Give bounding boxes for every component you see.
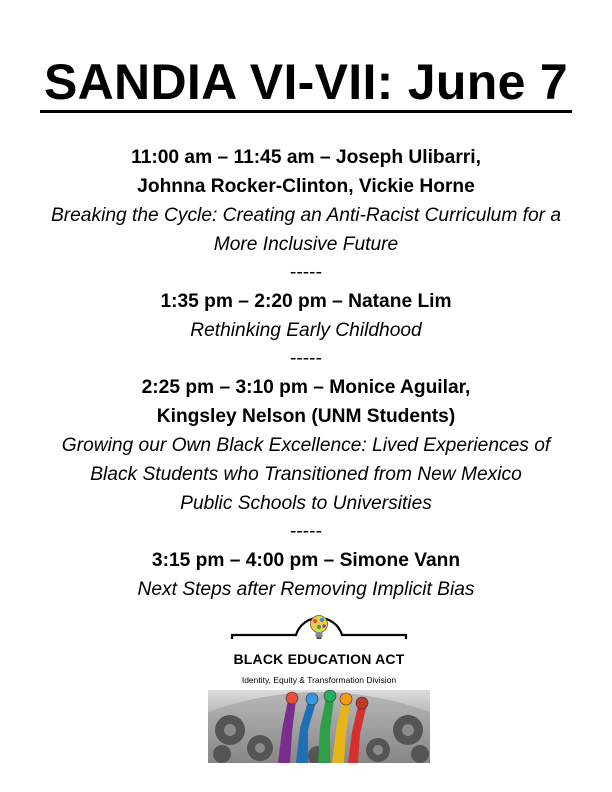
session-title: Next Steps after Removing Implicit Bias	[137, 579, 475, 600]
page-title: SANDIA VI-VII: June 7	[40, 56, 572, 113]
session-heading: Johnna Rocker-Clinton, Vickie Horne	[137, 176, 475, 197]
session-heading: 1:35 pm – 2:20 pm – Natane Lim	[160, 291, 452, 312]
session-heading: 3:15 pm – 4:00 pm – Simone Vann	[151, 550, 461, 571]
session-title: Public Schools to Universities	[180, 493, 432, 514]
separator: -----	[290, 348, 322, 369]
session-1	[20, 143, 592, 259]
black-education-act-logo	[230, 609, 408, 685]
logo-name: BLACK EDUCATION ACT	[233, 651, 405, 667]
session-3	[20, 373, 592, 518]
lightbulb-icon	[311, 616, 328, 640]
session-heading: 2:25 pm – 3:10 pm – Monice Aguilar,	[141, 377, 471, 398]
logo-division: Identity, Equity & Transformation Division	[241, 675, 397, 685]
session-title: Black Students who Transitioned from New Mexico	[90, 464, 522, 485]
separator: -----	[290, 262, 322, 283]
raised-hands-gears-image	[208, 690, 430, 763]
session-schedule	[20, 143, 592, 604]
session-title: More Inclusive Future	[213, 234, 399, 255]
separator: -----	[290, 521, 322, 542]
logo-frame	[230, 609, 408, 651]
session-title: Breaking the Cycle: Creating an Anti-Racist Curriculum for a	[50, 205, 562, 226]
session-heading: Kingsley Nelson (UNM Students)	[156, 406, 456, 427]
session-title: Growing our Own Black Excellence: Lived Experiences of	[61, 435, 551, 456]
session-4	[20, 546, 592, 604]
session-2	[20, 287, 592, 345]
session-heading: 11:00 am – 11:45 am – Joseph Ulibarri,	[131, 147, 481, 168]
session-title: Rethinking Early Childhood	[190, 320, 422, 341]
